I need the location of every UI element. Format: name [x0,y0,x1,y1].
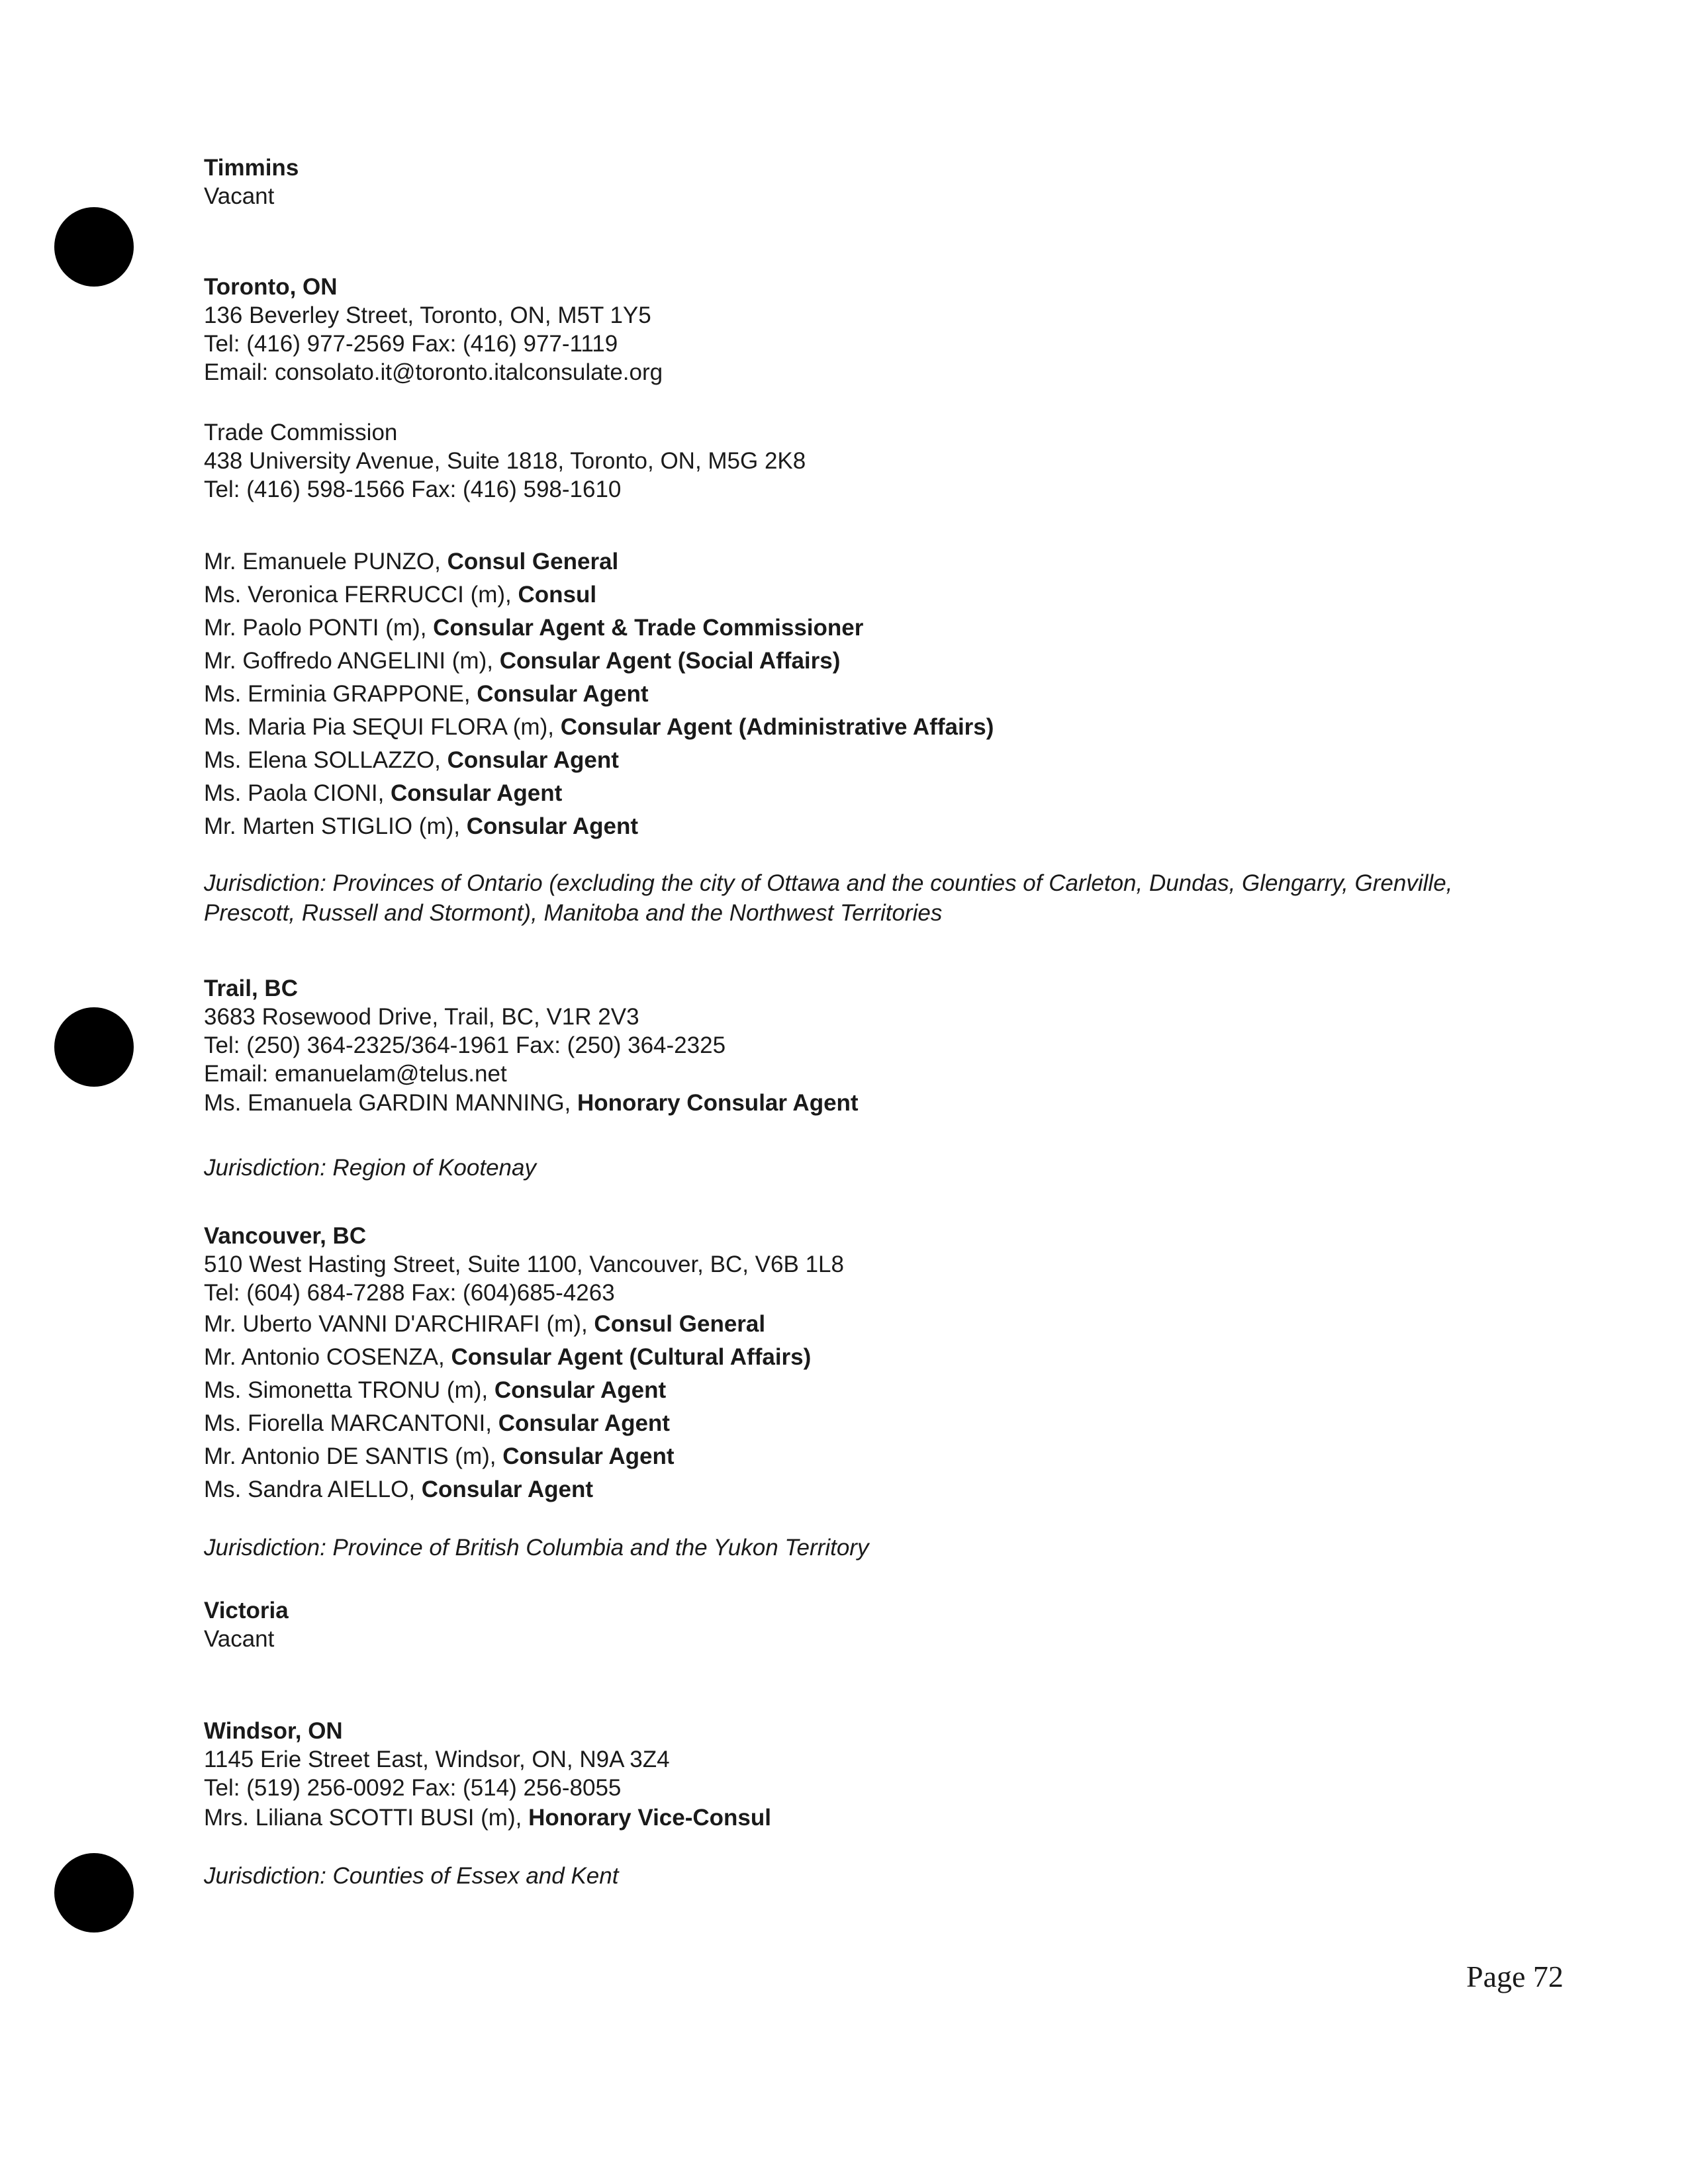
page-number: Page 72 [1466,1960,1564,1993]
city-heading: Victoria [204,1598,289,1623]
staff-list-toronto [204,545,1495,843]
staff-list-trail [204,1087,1495,1120]
status-text: Vacant [204,183,275,209]
staff-entry [204,1473,1495,1506]
staff-role: Consular Agent (Administrative Affairs) [560,714,994,740]
staff-entry [204,545,1495,578]
status-text: Vacant [204,1626,275,1652]
staff-name: Ms. Veronica FERRUCCI (m), [204,582,518,608]
staff-entry [204,1341,1495,1374]
staff-name: Mr. Goffredo ANGELINI (m), [204,648,500,674]
city-heading: Toronto, ON [204,274,338,300]
trade-phone-fax: Tel: (416) 598-1566 Fax: (416) 598-1610 [204,477,622,502]
jurisdiction-trail [204,1153,1495,1183]
binder-hole [54,1007,134,1087]
trade-address: 438 University Avenue, Suite 1818, Toronto, ON, M5G 2K8 [204,448,806,474]
city-heading: Trail, BC [204,976,298,1001]
staff-entry [204,678,1495,711]
staff-role: Consul General [447,549,619,574]
staff-name: Mr. Antonio COSENZA, [204,1344,451,1370]
address: 3683 Rosewood Drive, Trail, BC, V1R 2V3 [204,1004,639,1030]
address: 136 Beverley Street, Toronto, ON, M5T 1Y5 [204,302,651,328]
staff-name: Ms. Simonetta TRONU (m), [204,1377,494,1403]
phone-fax: Tel: (250) 364-2325/364-1961 Fax: (250) 364-2325 [204,1032,726,1058]
staff-entry [204,777,1495,810]
staff-role: Consular Agent (Cultural Affairs) [451,1344,812,1370]
staff-list-vancouver [204,1308,1495,1506]
staff-name: Ms. Sandra AIELLO, [204,1477,422,1502]
staff-role: Consular Agent [391,780,563,806]
staff-role: Consular Agent [447,747,619,773]
binder-hole [54,207,134,287]
staff-entry [204,612,1495,645]
phone-fax: Tel: (416) 977-2569 Fax: (416) 977-1119 [204,331,618,357]
city-heading: Windsor, ON [204,1718,343,1744]
jurisdiction-vancouver [204,1533,1495,1563]
staff-name: Mrs. Liliana SCOTTI BUSI (m), [204,1805,529,1831]
staff-role: Consul General [594,1311,766,1337]
section-timmins [204,154,1495,210]
staff-role: Honorary Vice-Consul [528,1805,771,1831]
staff-role: Consul [518,582,597,608]
jurisdiction-text: Jurisdiction: Counties of Essex and Kent [204,1863,619,1889]
staff-entry [204,1374,1495,1407]
jurisdiction-toronto [204,868,1495,928]
staff-entry [204,1308,1495,1341]
section-toronto [204,273,1495,387]
phone-fax: Tel: (519) 256-0092 Fax: (514) 256-8055 [204,1775,622,1801]
phone-fax: Tel: (604) 684-7288 Fax: (604)685-4263 [204,1280,615,1306]
city-heading: Timmins [204,155,299,181]
staff-name: Ms. Fiorella MARCANTONI, [204,1410,498,1436]
staff-entry [204,711,1495,744]
staff-role: Consular Agent [502,1443,675,1469]
jurisdiction-windsor [204,1861,1495,1891]
trade-commission [204,418,1495,504]
staff-entry [204,1801,1495,1835]
staff-role: Consular Agent [466,813,638,839]
email: Email: consolato.it@toronto.italconsulate.org [204,359,663,385]
trade-title: Trade Commission [204,420,398,445]
staff-role: Consular Agent & Trade Commissioner [433,615,864,641]
city-heading: Vancouver, BC [204,1223,367,1249]
staff-role: Consular Agent [477,681,649,707]
staff-name: Ms. Paola CIONI, [204,780,391,806]
binder-hole [54,1853,134,1933]
staff-role: Consular Agent (Social Affairs) [499,648,841,674]
staff-entry [204,1407,1495,1440]
staff-role: Honorary Consular Agent [577,1090,859,1116]
section-victoria [204,1596,1495,1653]
staff-name: Mr. Uberto VANNI D'ARCHIRAFI (m), [204,1311,594,1337]
staff-entry [204,810,1495,843]
staff-name: Mr. Paolo PONTI (m), [204,615,434,641]
staff-role: Consular Agent [494,1377,667,1403]
jurisdiction-text: Jurisdiction: Provinces of Ontario (excluding the city of Ottawa and the counties of Carleton, Dundas, Glengarry, Grenville, Prescott, Russell and Stormont), Manitoba and the Northwest Territories [204,870,1453,926]
staff-name: Ms. Emanuela GARDIN MANNING, [204,1090,577,1116]
staff-name: Ms. Elena SOLLAZZO, [204,747,447,773]
staff-name: Mr. Antonio DE SANTIS (m), [204,1443,503,1469]
staff-list-windsor [204,1801,1495,1835]
staff-name: Ms. Erminia GRAPPONE, [204,681,477,707]
staff-entry [204,645,1495,678]
jurisdiction-text: Jurisdiction: Province of British Columbia and the Yukon Territory [204,1535,869,1561]
address: 510 West Hasting Street, Suite 1100, Vancouver, BC, V6B 1L8 [204,1251,844,1277]
staff-role: Consular Agent [498,1410,670,1436]
section-windsor [204,1717,1495,1802]
section-trail [204,974,1495,1088]
staff-entry [204,1087,1495,1120]
email: Email: emanuelam@telus.net [204,1061,507,1087]
staff-entry [204,1440,1495,1473]
section-vancouver [204,1222,1495,1307]
staff-name: Mr. Emanuele PUNZO, [204,549,447,574]
staff-entry [204,744,1495,777]
staff-entry [204,578,1495,612]
staff-role: Consular Agent [421,1477,594,1502]
staff-name: Ms. Maria Pia SEQUI FLORA (m), [204,714,561,740]
jurisdiction-text: Jurisdiction: Region of Kootenay [204,1155,536,1181]
address: 1145 Erie Street East, Windsor, ON, N9A 3Z4 [204,1747,670,1772]
staff-name: Mr. Marten STIGLIO (m), [204,813,467,839]
